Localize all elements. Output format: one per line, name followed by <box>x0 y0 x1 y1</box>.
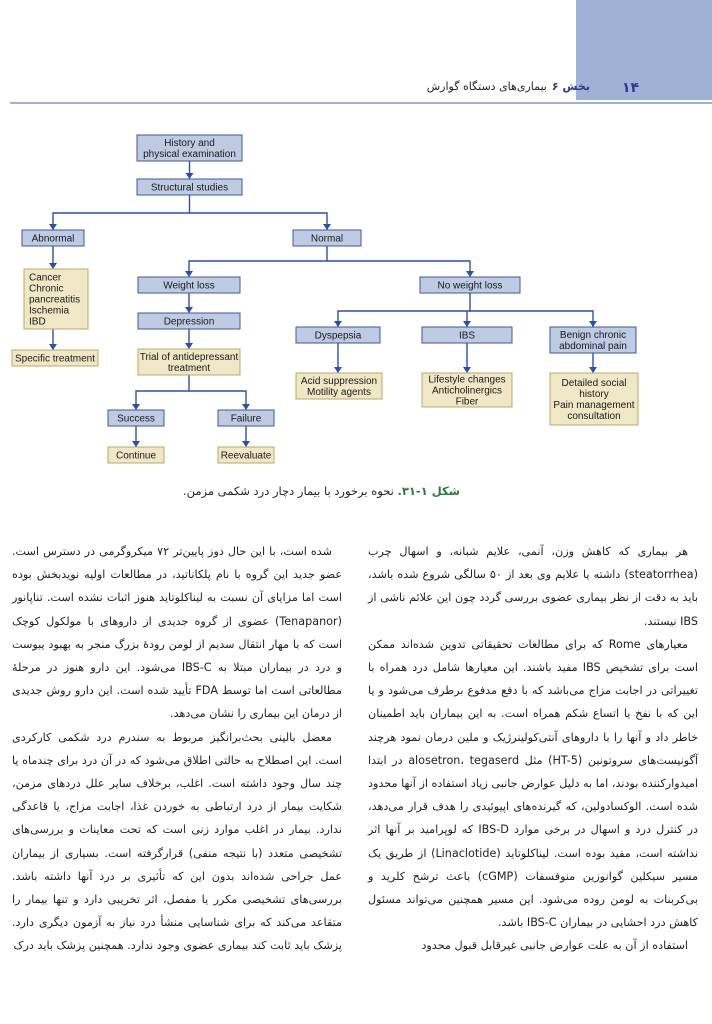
arrow-head <box>323 224 331 230</box>
figure-caption <box>150 484 460 498</box>
arrow-head <box>185 271 193 277</box>
arrow-head <box>186 173 194 179</box>
paragraph: استفاده از آن به علت عوارض جانبی غیرقابل قبول محدود <box>421 939 688 953</box>
flow-box-label: pancreatitis <box>29 294 81 306</box>
arrow-head <box>49 263 57 269</box>
flow-box-label: treatment <box>167 363 211 374</box>
flow-box-label: Depression <box>163 316 215 328</box>
flow-box-label: Trial of antidepressant <box>139 352 239 363</box>
connector <box>338 293 470 327</box>
flowchart <box>0 115 712 475</box>
paragraph: هر بیماری که کاهش وزن، آنمی، علایم شبانه، و اسهال چرب (steatorrhea) داشته یا علایم وی بعد از ۵۰ سالگی شروع شده باشد، باید به دقت از نظر بیماری عضوی بررسی گردد چون این علائم ناشی از IBS نیستند. <box>368 545 698 628</box>
flow-box-label: Success <box>117 413 155 425</box>
arrow-head <box>466 271 474 277</box>
flow-box-label: Acid suppression <box>300 376 378 387</box>
flow-box-label: Dyspepsia <box>314 330 362 342</box>
flow-box-label: Specific treatment <box>14 353 96 365</box>
connector <box>190 213 328 230</box>
flow-box-label: Normal <box>310 233 344 245</box>
arrow-head <box>49 344 57 350</box>
text-column-left <box>12 540 342 958</box>
flow-box-label: consultation <box>567 411 621 422</box>
flow-box-label: Benign chronic <box>559 330 627 341</box>
text-column-right <box>368 540 698 958</box>
running-header <box>400 80 590 93</box>
flow-box-label: Abnormal <box>31 233 75 245</box>
flow-box-label: Weight loss <box>163 280 215 292</box>
arrow-head <box>589 321 597 327</box>
arrow-head <box>132 441 140 447</box>
arrow-head <box>589 367 597 373</box>
flow-box-label: Fiber <box>455 396 479 408</box>
page-number: ۱۴ <box>622 80 640 96</box>
flow-box-label: Detailed social <box>561 378 627 389</box>
connector <box>470 311 593 327</box>
flow-box-label: Cancer <box>29 272 62 284</box>
arrow-head <box>334 367 342 373</box>
corner-tab <box>576 0 712 100</box>
paragraph: شده است، با این حال دوز پایین‌تر ۷۲ میکروگرمی در دسترس است. عضو جدید این گروه با نام پلکاناتید، در مطالعات اولیه نویدبخش بوده است اما مزایای آن نسبت به لیناکلوتاید هنوز اثبات نشده است. تناپانور (Tenapanor) عضوی از گروه جدیدی از داروهای با مولکول کوچک است که با مهار انتقال سدیم از لومن رودهٔ بزرگ منجر به بهبود یبوست و درد در بیماران مبتلا به IBS-C می‌شود. این دارو هنوز در مرحلهٔ مطالعاتی است اما توسط FDA تأیید شده است. این دارو روش جدیدی از درمان این بیماری را نشان می‌دهد. <box>12 545 342 721</box>
arrow-head <box>242 441 250 447</box>
paragraph: معضل بالینی بحث‌برانگیز مربوط به سندرم درد شکمی کارکردی است. این اصطلاح به حالتی اطلاق می‌شود که در آن درد برای چندماه یا چند سال وجود داشته است. اغلب، برخلاف سایر علل دردهای مزمن، شکایت بیمار از درد ارتباطی به خوردن غذا، اجابت مزاج، یا قاعدگی ندارد. بیمار در اغلب موارد زنی است که تحت معاینات و بررسی‌های تشخیصی متعدد (با نتیجه منفی) قرارگرفته است. بسیاری از بیماران عمل جراحی شده‌اند بدون این که تأثیری بر درد آنها داشته باشد. بررسی‌های تشخیصی مکرر یا مفصل، اثر تخریبی دارد و تنها بیمار را متقاعد می‌کند که برای شناسایی منشأ درد نیاز به آزمون دیگری دارد. پزشک باید ثابت کند بیماری عضوی وجود ندارد. همچنین پزشک باید درک <box>12 730 342 953</box>
flow-box-label: Failure <box>230 413 262 425</box>
flow-box-label: Structural studies <box>150 182 229 194</box>
flow-box-label: abdominal pain <box>559 341 627 352</box>
arrow-head <box>132 404 140 410</box>
paragraph: معیارهای Rome که برای مطالعات تحقیقاتی تدوین شده‌اند ممکن است برای تشخیص IBS مفید باشند. این معیارها شامل درد همراه با تغییراتی در اجابت مزاج می‌باشد که با دفع مدفوع برطرف می‌شود و یا این که با نفخ یا اتساع شکم همراه است. به این بیماران باید اطمینان خاطر داد و آنها را با داروهای آنتی‌کولینرژیک و ملین درمان نمود هرچند آگونیست‌های سروتونین (HT-5) مثل alosetron، tegaserd در ابتدا امیدوارکننده بودند، اما به دلیل عوارض جانبی زیاد استفاده از آنها محدود شده است. الوکسادولین، که گیرنده‌های اپیوئیدی را هدف قرار می‌دهد، در کنترل درد و اسهال در برخی موارد IBS-D که لوپرامید بر آنها اثر نداشته است، مفید بوده است. لیناکلوتاید (Linaclotide) از طریق یک مسیر سیکلین گوانوزین منوفسفات (cGMP) باعث ترشح کلرید و بی‌کربنات به لومن روده می‌شود. این مسیر همچنین می‌تواند مسئول کاهش درد احشایی در بیماران IBS-C باشد. <box>368 637 699 930</box>
connector <box>53 195 190 230</box>
arrow-head <box>334 321 342 327</box>
flow-box-label: IBD <box>29 316 46 328</box>
flow-box-label: Pain management <box>553 400 635 411</box>
arrow-head <box>242 404 250 410</box>
section-number: بخش ۶ <box>551 80 590 93</box>
flow-box-label: Reevaluate <box>220 450 272 462</box>
chapter-title: بیماری‌های دستگاه گوارش <box>426 80 547 93</box>
connector <box>327 261 470 277</box>
flow-box-label: Lifestyle changes <box>428 374 506 386</box>
arrow-head <box>463 367 471 373</box>
flow-box-label: Chronic <box>29 283 64 295</box>
arrow-head <box>185 307 193 313</box>
flow-box-label: Motility agents <box>307 387 371 398</box>
flow-box-label: Ischemia <box>29 305 70 317</box>
header-rule <box>10 102 712 104</box>
flow-box-label: No weight loss <box>437 280 503 292</box>
arrow-head <box>49 224 57 230</box>
flow-box-label: IBS <box>458 330 476 342</box>
connector <box>189 246 327 277</box>
arrow-head <box>463 321 471 327</box>
flow-box-label: physical examination <box>143 149 236 160</box>
flow-box-label: Continue <box>115 450 157 462</box>
figure-caption-text: نحوه برخورد با بیمار دچار درد شکمی مزمن. <box>182 484 394 498</box>
connector <box>189 391 246 410</box>
figure-label: شکل ۱-۳۱. <box>397 484 460 498</box>
connector <box>136 375 189 410</box>
flow-box-label: history <box>579 389 609 400</box>
arrow-head <box>185 343 193 349</box>
flow-box-label: History and <box>164 138 215 149</box>
flow-box-label: Anticholinergics <box>431 385 503 397</box>
